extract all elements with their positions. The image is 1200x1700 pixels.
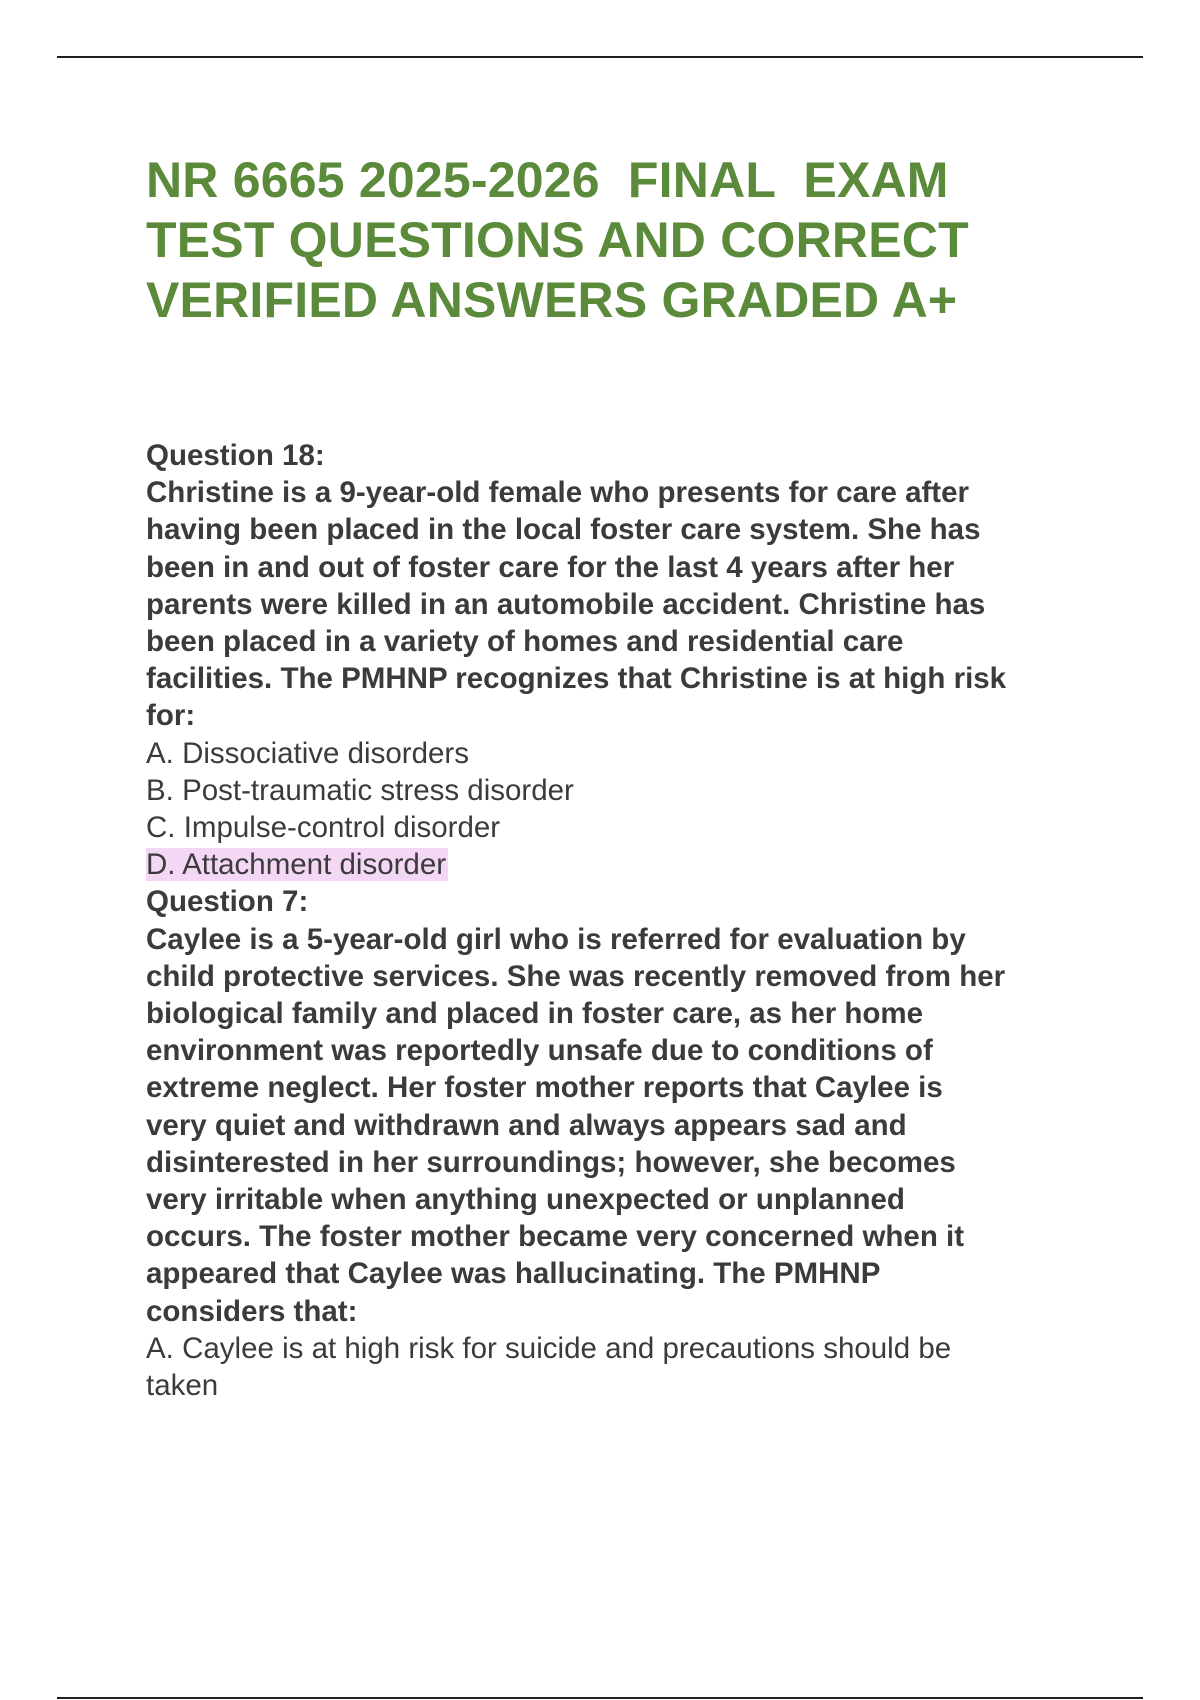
correct-answer-highlight: D. Attachment disorder [146, 848, 447, 882]
title-line: TEST QUESTIONS AND CORRECT [146, 212, 969, 268]
answer-option-b: B. Post-traumatic stress disorder [146, 773, 574, 807]
question-label: Question 7: [146, 885, 309, 919]
question-text-line: disinterested in her surroundings; however, she becomes [146, 1145, 956, 1179]
title-line: VERIFIED ANSWERS GRADED A+ [146, 272, 958, 328]
question-text-line: parents were killed in an automobile accident. Christine has [146, 587, 986, 621]
question-text-line: extreme neglect. Her foster mother reports that Caylee is [146, 1071, 943, 1105]
question-text-line: environment was reportedly unsafe due to conditions of [146, 1034, 933, 1068]
question-text-line: very irritable when anything unexpected or unplanned [146, 1183, 905, 1217]
document-title [146, 150, 1046, 330]
question-text-line: having been placed in the local foster care system. She has [146, 513, 981, 547]
document-body [146, 437, 1106, 1404]
answer-option-d-correct [146, 846, 1106, 883]
answer-option-a: A. Caylee is at high risk for suicide and precautions should be [146, 1331, 952, 1365]
answer-option-a-continued: taken [146, 1369, 219, 1403]
question-text-line: biological family and placed in foster care, as her home [146, 997, 924, 1031]
question-text-line: child protective services. She was recently removed from her [146, 959, 1006, 993]
question-text-line: facilities. The PMHNP recognizes that Christine is at high risk [146, 662, 1007, 696]
question-text-line: been in and out of foster care for the last 4 years after her [146, 550, 955, 584]
answer-option-c: C. Impulse-control disorder [146, 811, 501, 845]
question-text-line: appeared that Caylee was hallucinating. The PMHNP [146, 1257, 881, 1291]
question-text-line: considers that: [146, 1294, 358, 1328]
question-text-line: occurs. The foster mother became very concerned when it [146, 1220, 965, 1254]
question-18 [146, 437, 1106, 883]
question-label: Question 18: [146, 439, 325, 472]
question-7 [146, 883, 1106, 1404]
question-text-line: Christine is a 9-year-old female who presents for care after [146, 476, 970, 510]
title-line: NR 6665 2025-2026 FINAL EXAM [146, 152, 949, 208]
question-text-line: very quiet and withdrawn and always appears sad and [146, 1108, 907, 1142]
question-text-line: been placed in a variety of homes and residential care [146, 625, 904, 659]
question-text-line: Caylee is a 5-year-old girl who is referred for evaluation by [146, 922, 966, 956]
top-rule [57, 56, 1143, 58]
question-text-line: for: [146, 699, 196, 733]
answer-option-a: A. Dissociative disorders [146, 736, 469, 770]
bottom-rule [57, 1697, 1143, 1699]
